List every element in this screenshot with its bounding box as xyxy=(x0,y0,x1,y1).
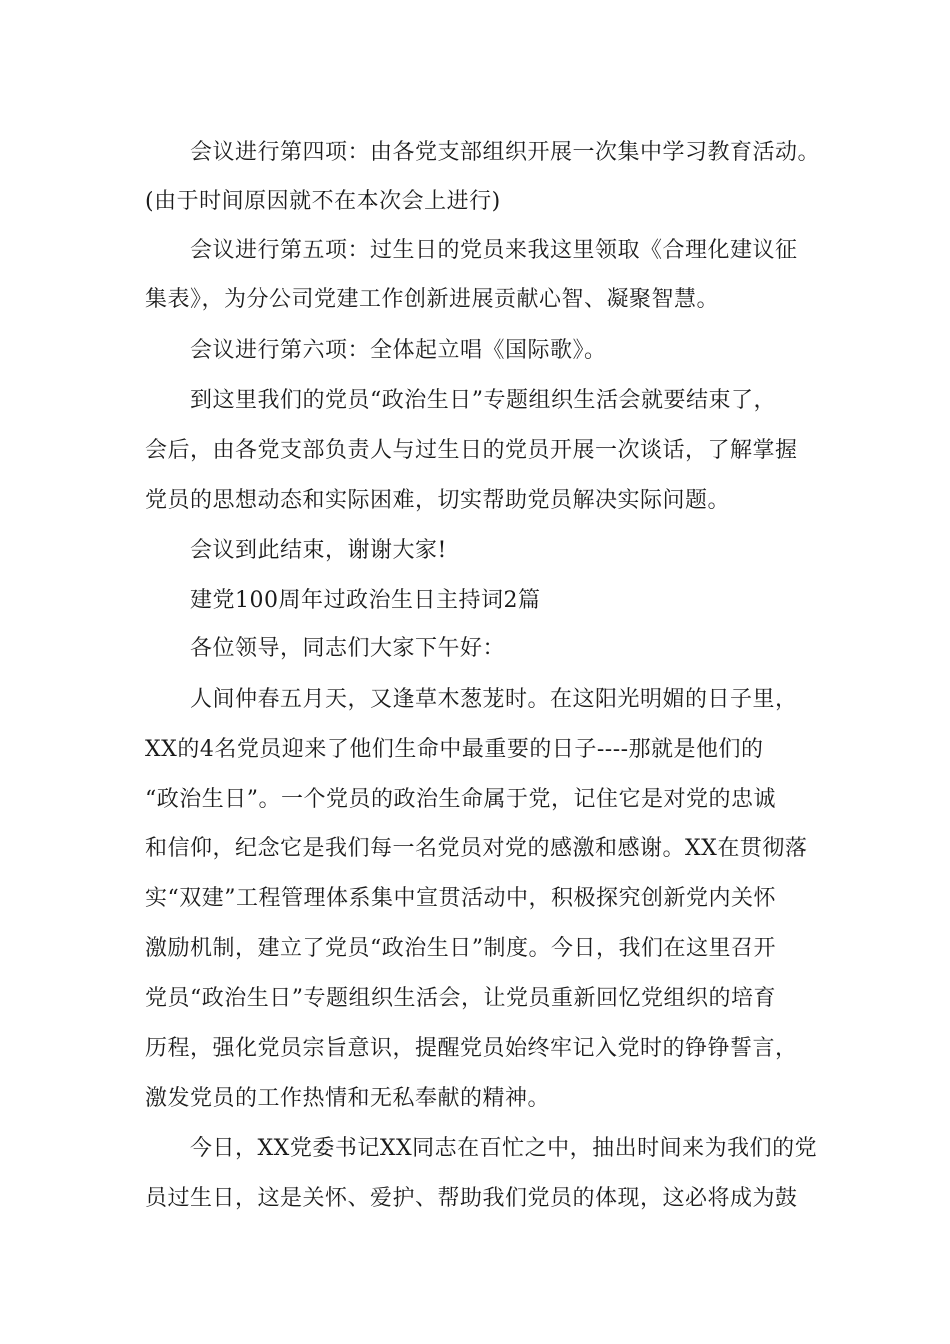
text-line: 会议进行第五项：过生日的党员来我这里领取《合理化建议征 xyxy=(190,238,798,263)
text-line: 会议进行第六项：全体起立唱《国际歌》。 xyxy=(190,338,607,363)
text-line: “政治生日”。一个党员的政治生命属于党，记住它是对党的忠诚 xyxy=(145,787,776,812)
section-title: 建党100周年过政治生日主持词2篇 xyxy=(190,588,541,613)
text-line: XX的4名党员迎来了他们生命中最重要的日子----那就是他们的 xyxy=(145,737,764,762)
text-line: 今日，XX党委书记XX同志在百忙之中，抽出时间来为我们的党 xyxy=(190,1136,818,1161)
text-line: 到这里我们的党员“政治生日”专题组织生活会就要结束了， xyxy=(190,388,776,413)
text-line: 历程，强化党员宗旨意识，提醒党员始终牢记入党时的铮铮誓言， xyxy=(145,1036,798,1061)
text-line: 和信仰，纪念它是我们每一名党员对党的感激和感谢。XX在贯彻落 xyxy=(145,836,808,861)
text-line: 人间仲春五月天，又逢草木葱茏时。在这阳光明媚的日子里， xyxy=(190,687,798,712)
text-line: 党员“政治生日”专题组织生活会，让党员重新回忆党组织的培育 xyxy=(145,986,776,1011)
text-line: (由于时间原因就不在本次会上进行) xyxy=(145,189,501,214)
text-line: 会后，由各党支部负责人与过生日的党员开展一次谈话，了解掌握 xyxy=(145,438,798,463)
text-line: 实“双建”工程管理体系集中宣贯活动中，积极探究创新党内关怀 xyxy=(145,886,776,911)
text-line: 党员的思想动态和实际困难，切实帮助党员解决实际问题。 xyxy=(145,488,731,513)
text-line: 集表》，为分公司党建工作创新进展贡献心智、凝聚智慧。 xyxy=(145,287,720,312)
text-line: 员过生日，这是关怀、爱护、帮助我们党员的体现，这必将成为鼓 xyxy=(145,1186,798,1211)
text-line: 会议进行第四项：由各党支部组织开展一次集中学习教育活动。 xyxy=(190,140,821,165)
salutation: 各位领导，同志们大家下午好： xyxy=(190,636,506,661)
text-line: 激励机制，建立了党员“政治生日”制度。今日，我们在这里召开 xyxy=(145,936,776,961)
text-line: 激发党员的工作热情和无私奉献的精神。 xyxy=(145,1086,551,1111)
text-line: 会议到此结束，谢谢大家! xyxy=(190,538,447,563)
